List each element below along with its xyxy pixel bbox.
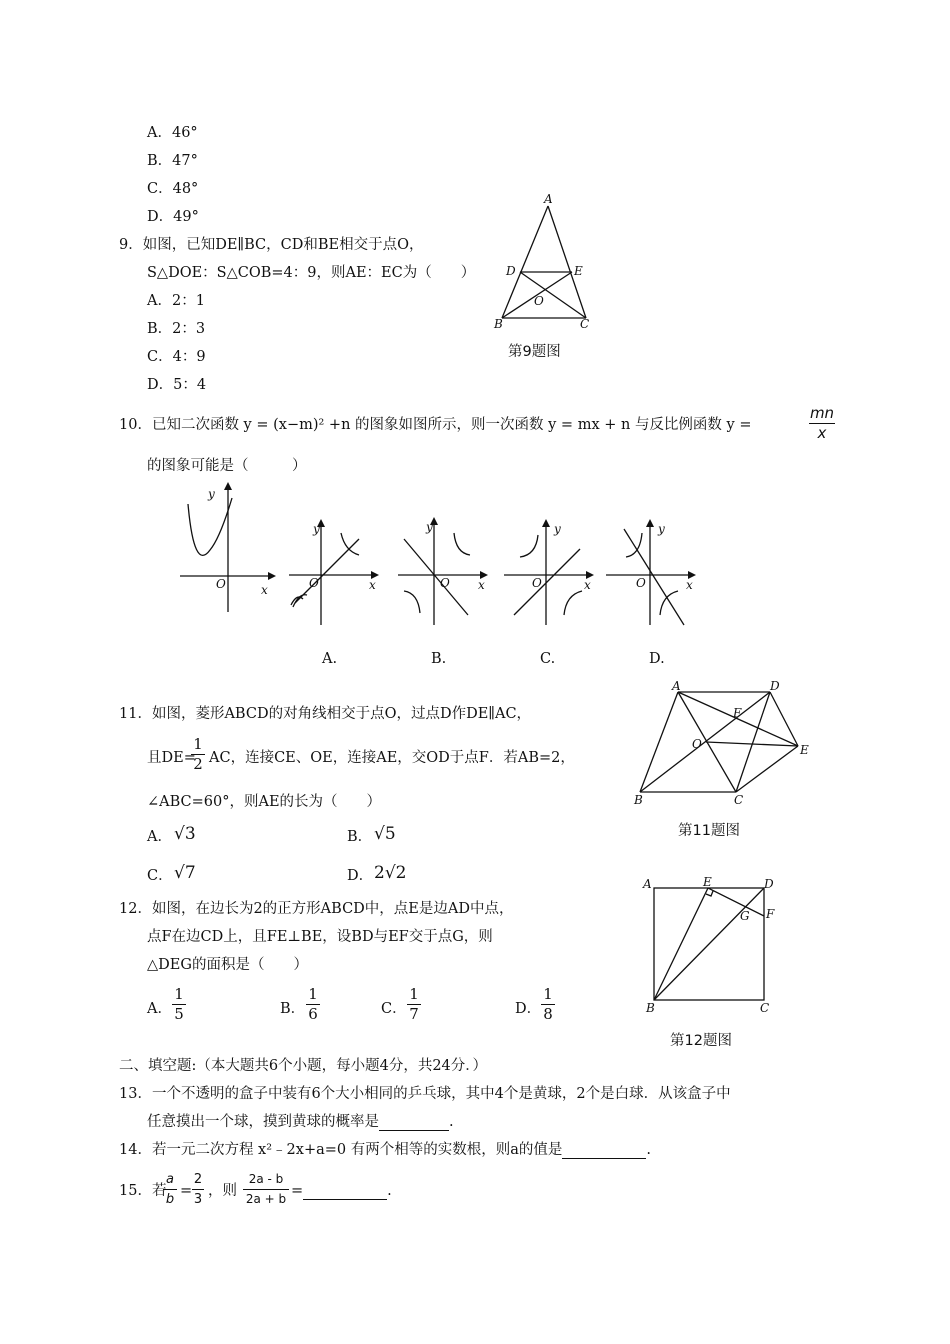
- q11-label-f: F: [733, 706, 742, 720]
- q10-axis-y-b: y: [426, 520, 433, 534]
- q11-label-o: O: [692, 737, 702, 751]
- q10-axis-x-d: x: [686, 578, 693, 592]
- q9-figure-caption: 第9题图: [508, 344, 561, 360]
- q15-mid: ，则: [208, 1183, 237, 1199]
- q11-label-d: D: [770, 679, 780, 693]
- q10-label-a: A.: [322, 651, 338, 667]
- q13-line1: 13．一个不透明的盒子中装有6个大小相同的乒乓球，其中4个是黄球，2个是白球．从该盒子中: [119, 1086, 731, 1102]
- q8-option-c: C．48°: [147, 181, 199, 197]
- q9-label-c: C: [580, 317, 590, 331]
- q12-label-g: G: [740, 909, 750, 923]
- q10-axis-x-b: x: [478, 578, 485, 592]
- q12-label-d: D: [764, 877, 774, 891]
- q10-parabola-graph: [176, 482, 276, 614]
- q10-graph-b: [396, 517, 492, 627]
- q12-option-c-label: C．: [381, 1001, 407, 1017]
- q9-stem-line1: 9．如图，已知DE∥BC，CD和BE相交于点O，: [119, 237, 424, 253]
- q12-option-d-frac: 1 8: [541, 986, 555, 1023]
- q12-label-f: F: [766, 907, 775, 921]
- q12-stem-line2: 点F在边CD上，且FE⊥BE，设BD与EF交于点G，则: [147, 929, 493, 945]
- q10-graph-a: [287, 519, 383, 627]
- q15-frac-a-b: a b: [163, 1171, 177, 1208]
- q10-graph-d: [604, 519, 700, 627]
- q11-figure: [630, 680, 820, 810]
- q11-stem-line2-post: AC，连接CE、OE，连接AE，交OD于点F．若AB=2，: [209, 750, 575, 766]
- q11-figure-caption: 第11题图: [678, 823, 740, 839]
- q15-frac-expression: 2a - b 2a + b: [243, 1171, 289, 1208]
- q9-label-b: B: [494, 317, 503, 331]
- q10-axis-x-c: x: [584, 578, 591, 592]
- q11-option-a-value: √3: [174, 824, 196, 844]
- q10-axis-x-a: x: [369, 578, 376, 592]
- q10-stem-line1: 10．已知二次函数 y = (x−m)² +n 的图象如图所示，则一次函数 y = mx + n 与反比例函数 y =: [119, 417, 752, 433]
- q9-option-a: A．2：1: [147, 293, 205, 309]
- q12-figure: [640, 876, 780, 1016]
- q12-option-d-label: D．: [515, 1001, 542, 1017]
- q10-origin-b: O: [440, 576, 450, 590]
- q11-label-b: B: [634, 793, 643, 807]
- q12-option-b-frac: 1 6: [306, 986, 320, 1023]
- q12-stem-line1: 12．如图，在边长为2的正方形ABCD中，点E是边AD中点，: [119, 901, 514, 917]
- q10-origin-c: O: [532, 576, 542, 590]
- q12-figure-caption: 第12题图: [670, 1033, 732, 1049]
- q9-option-d: D．5：4: [147, 377, 207, 393]
- q12-stem-line3: △DEG的面积是（ ）: [147, 957, 308, 973]
- q9-stem-line2: S△DOE：S△COB=4：9，则AE：EC为（ ）: [147, 265, 476, 281]
- q12-option-a-label: A．: [147, 1001, 172, 1017]
- q15-eq1: =: [180, 1183, 193, 1199]
- q10-frac-den: x: [817, 424, 827, 442]
- q11-option-d-label: D．: [347, 868, 374, 884]
- q10-label-b: B.: [431, 651, 447, 667]
- q9-figure: [490, 192, 600, 334]
- q14-line: 14．若一元二次方程 x²﹣2x+a=0 有两个相等的实数根，则a的值是 .: [119, 1142, 651, 1158]
- q12-label-c: C: [760, 1001, 770, 1015]
- q15-eq2: = .: [291, 1183, 392, 1199]
- q10-origin-d: O: [636, 576, 646, 590]
- q15-pre: 15．若: [119, 1183, 167, 1199]
- q12-label-a: A: [643, 877, 652, 891]
- q11-fraction: [191, 736, 205, 773]
- q9-label-o: O: [534, 294, 544, 308]
- q11-stem-line1: 11．如图，菱形ABCD的对角线相交于点O，过点D作DE∥AC，: [119, 706, 532, 722]
- q11-option-d-value: 2√2: [374, 863, 407, 883]
- q9-label-e: E: [574, 264, 583, 278]
- q11-frac-den: 2: [193, 755, 203, 773]
- q10-label-c: C.: [540, 651, 556, 667]
- q9-option-c: C．4：9: [147, 349, 206, 365]
- q12-label-e: E: [703, 875, 712, 889]
- q11-option-a-label: A．: [147, 829, 172, 845]
- q9-label-d: D: [506, 264, 516, 278]
- q10-frac-num: mn: [809, 404, 835, 422]
- q9-label-a: A: [544, 192, 553, 206]
- q11-stem-line3: ∠ABC=60°，则AE的长为（ ）: [147, 794, 382, 810]
- q11-option-c-value: √7: [174, 863, 196, 883]
- q10-origin-a: O: [309, 576, 319, 590]
- q10-axis-y-c: y: [554, 522, 561, 536]
- q11-option-b-value: √5: [374, 824, 396, 844]
- q11-label-c: C: [734, 793, 744, 807]
- q10-label-d: D.: [649, 651, 665, 667]
- q10-origin-main: O: [216, 577, 226, 591]
- q10-axis-y-main: y: [208, 487, 215, 501]
- q12-option-c-frac: 1 7: [407, 986, 421, 1023]
- q8-option-d: D．49°: [147, 209, 199, 225]
- q12-option-b-label: B．: [280, 1001, 306, 1017]
- q10-axis-x-main: x: [261, 583, 268, 597]
- q11-label-a: A: [672, 679, 681, 693]
- section2-heading: 二、填空题:（本大题共6个小题，每小题4分，共24分．）: [119, 1058, 488, 1074]
- q10-axis-y-a: y: [313, 522, 320, 536]
- q10-fraction: [809, 405, 835, 442]
- q8-option-a: A．46°: [147, 125, 198, 141]
- q11-option-b-label: B．: [347, 829, 373, 845]
- q12-option-a-frac: 1 5: [172, 986, 186, 1023]
- q8-option-b: B．47°: [147, 153, 198, 169]
- q15-frac-2-3: 2 3: [193, 1172, 203, 1207]
- q9-option-b: B．2：3: [147, 321, 206, 337]
- q12-label-b: B: [646, 1001, 655, 1015]
- q11-frac-num: 1: [193, 735, 203, 753]
- q13-line2: 任意摸出一个球，摸到黄球的概率是 .: [147, 1114, 454, 1130]
- q11-stem-line2-pre: 且DE=: [147, 750, 196, 766]
- q10-graph-c: [502, 519, 598, 627]
- q10-axis-y-d: y: [658, 522, 665, 536]
- q10-stem-line2: 的图象可能是（ ）: [147, 458, 307, 474]
- q11-label-e: E: [800, 743, 809, 757]
- q11-option-c-label: C．: [147, 868, 173, 884]
